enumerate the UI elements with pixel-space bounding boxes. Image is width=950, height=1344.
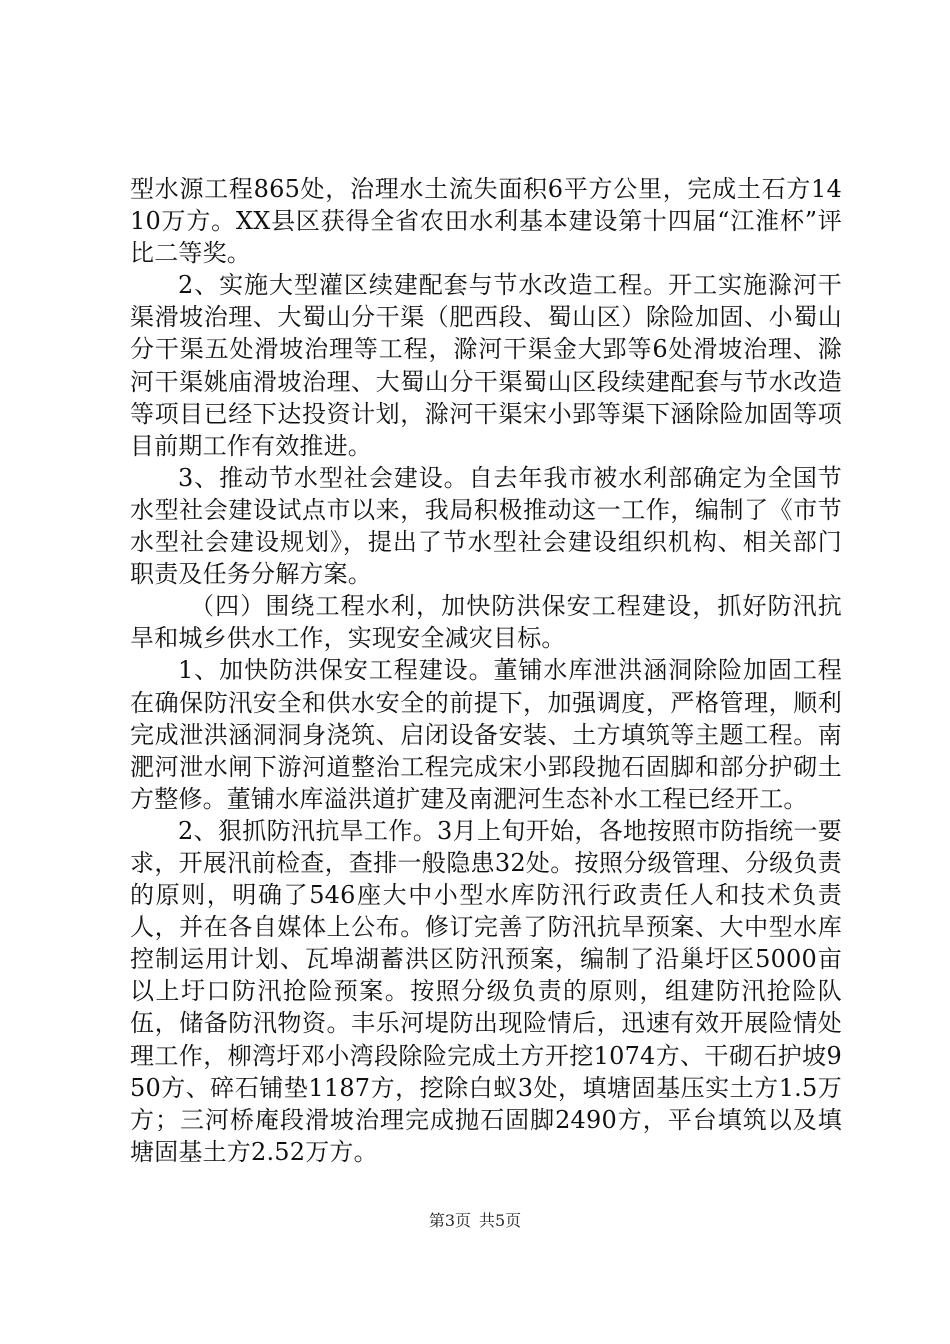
document-body (130, 173, 842, 1168)
page-footer (0, 1211, 950, 1231)
paragraph-water-saving-society: 3、推动节水型社会建设。自去年我市被水利部确定为全国节水型社会建设试点市以来，我局积极推动这一工作，编制了《市节水型社会建设规划》，提出了节水型社会建设组织机构、相关部门职责及任务分解方案。 (130, 463, 842, 589)
paragraph-continuation: 型水源工程865处，治理水土流失面积6平方公里，完成土石方1410万方。XX县区获得全省农田水利基本建设第十四届“江淮杯”评比二等奖。 (130, 175, 842, 268)
paragraph-flood-drought-work: 2、狠抓防汛抗旱工作。3月上旬开始，各地按照市防指统一要求，开展汛前检查，查排一般隐患32处。按照分级管理、分级负责的原则，明确了546座大中小型水库防汛行政责任人和技术负责人，并在各自媒体上公布。修订完善了防汛抗旱预案、大中型水库控制运用计划、瓦埠湖蓄洪区防汛预案，编制了沿巢圩区5000亩以上圩口防汛抢险预案。按照分级负责的原则，组建防汛抢险队伍，储备防汛物资。丰乐河堤防出现险情后，迅速有效开展险情处理工作，柳湾圩邓小湾段除险完成土方开挖1074方、干砌石护坡950方、碎石铺垫1187方，挖除白蚁3处，填塘固基压实土方1.5万方；三河桥庵段滑坡治理完成抛石固脚2490方，平台填筑以及填塘固基土方2.52万方。 (130, 816, 842, 1166)
paragraph-flood-protection-projects: 1、加快防洪保安工程建设。董铺水库泄洪涵洞除险加固工程在确保防汛安全和供水安全的前提下，加强调度，严格管理，顺利完成泄洪涵洞洞身浇筑、启闭设备安装、土方填筑等主题工程。南淝河泄水闸下游河道整治工程完成宋小郢段抛石固脚和部分护砌土方整修。董铺水库溢洪道扩建及南淝河生态补水工程已经开工。 (130, 656, 842, 813)
page-total: 共5页 (479, 1211, 522, 1230)
page-number: 第3页 (428, 1211, 471, 1230)
section-heading-flood-control: （四）围绕工程水利，加快防洪保安工程建设，抓好防汛抗旱和城乡供水工作，实现安全减灾目标。 (130, 592, 842, 653)
paragraph-irrigation-renovation: 2、实施大型灌区续建配套与节水改造工程。开工实施滁河干渠滑坡治理、大蜀山分干渠（肥西段、蜀山区）除险加固、小蜀山分干渠五处滑坡治理等工程，滁河干渠金大郢等6处滑坡治理、滁河干渠姚庙滑坡治理、大蜀山分干渠蜀山区段续建配套与节水改造等项目已经下达投资计划，滁河干渠宋小郢等渠下涵除险加固等项目前期工作有效推进。 (130, 271, 842, 460)
